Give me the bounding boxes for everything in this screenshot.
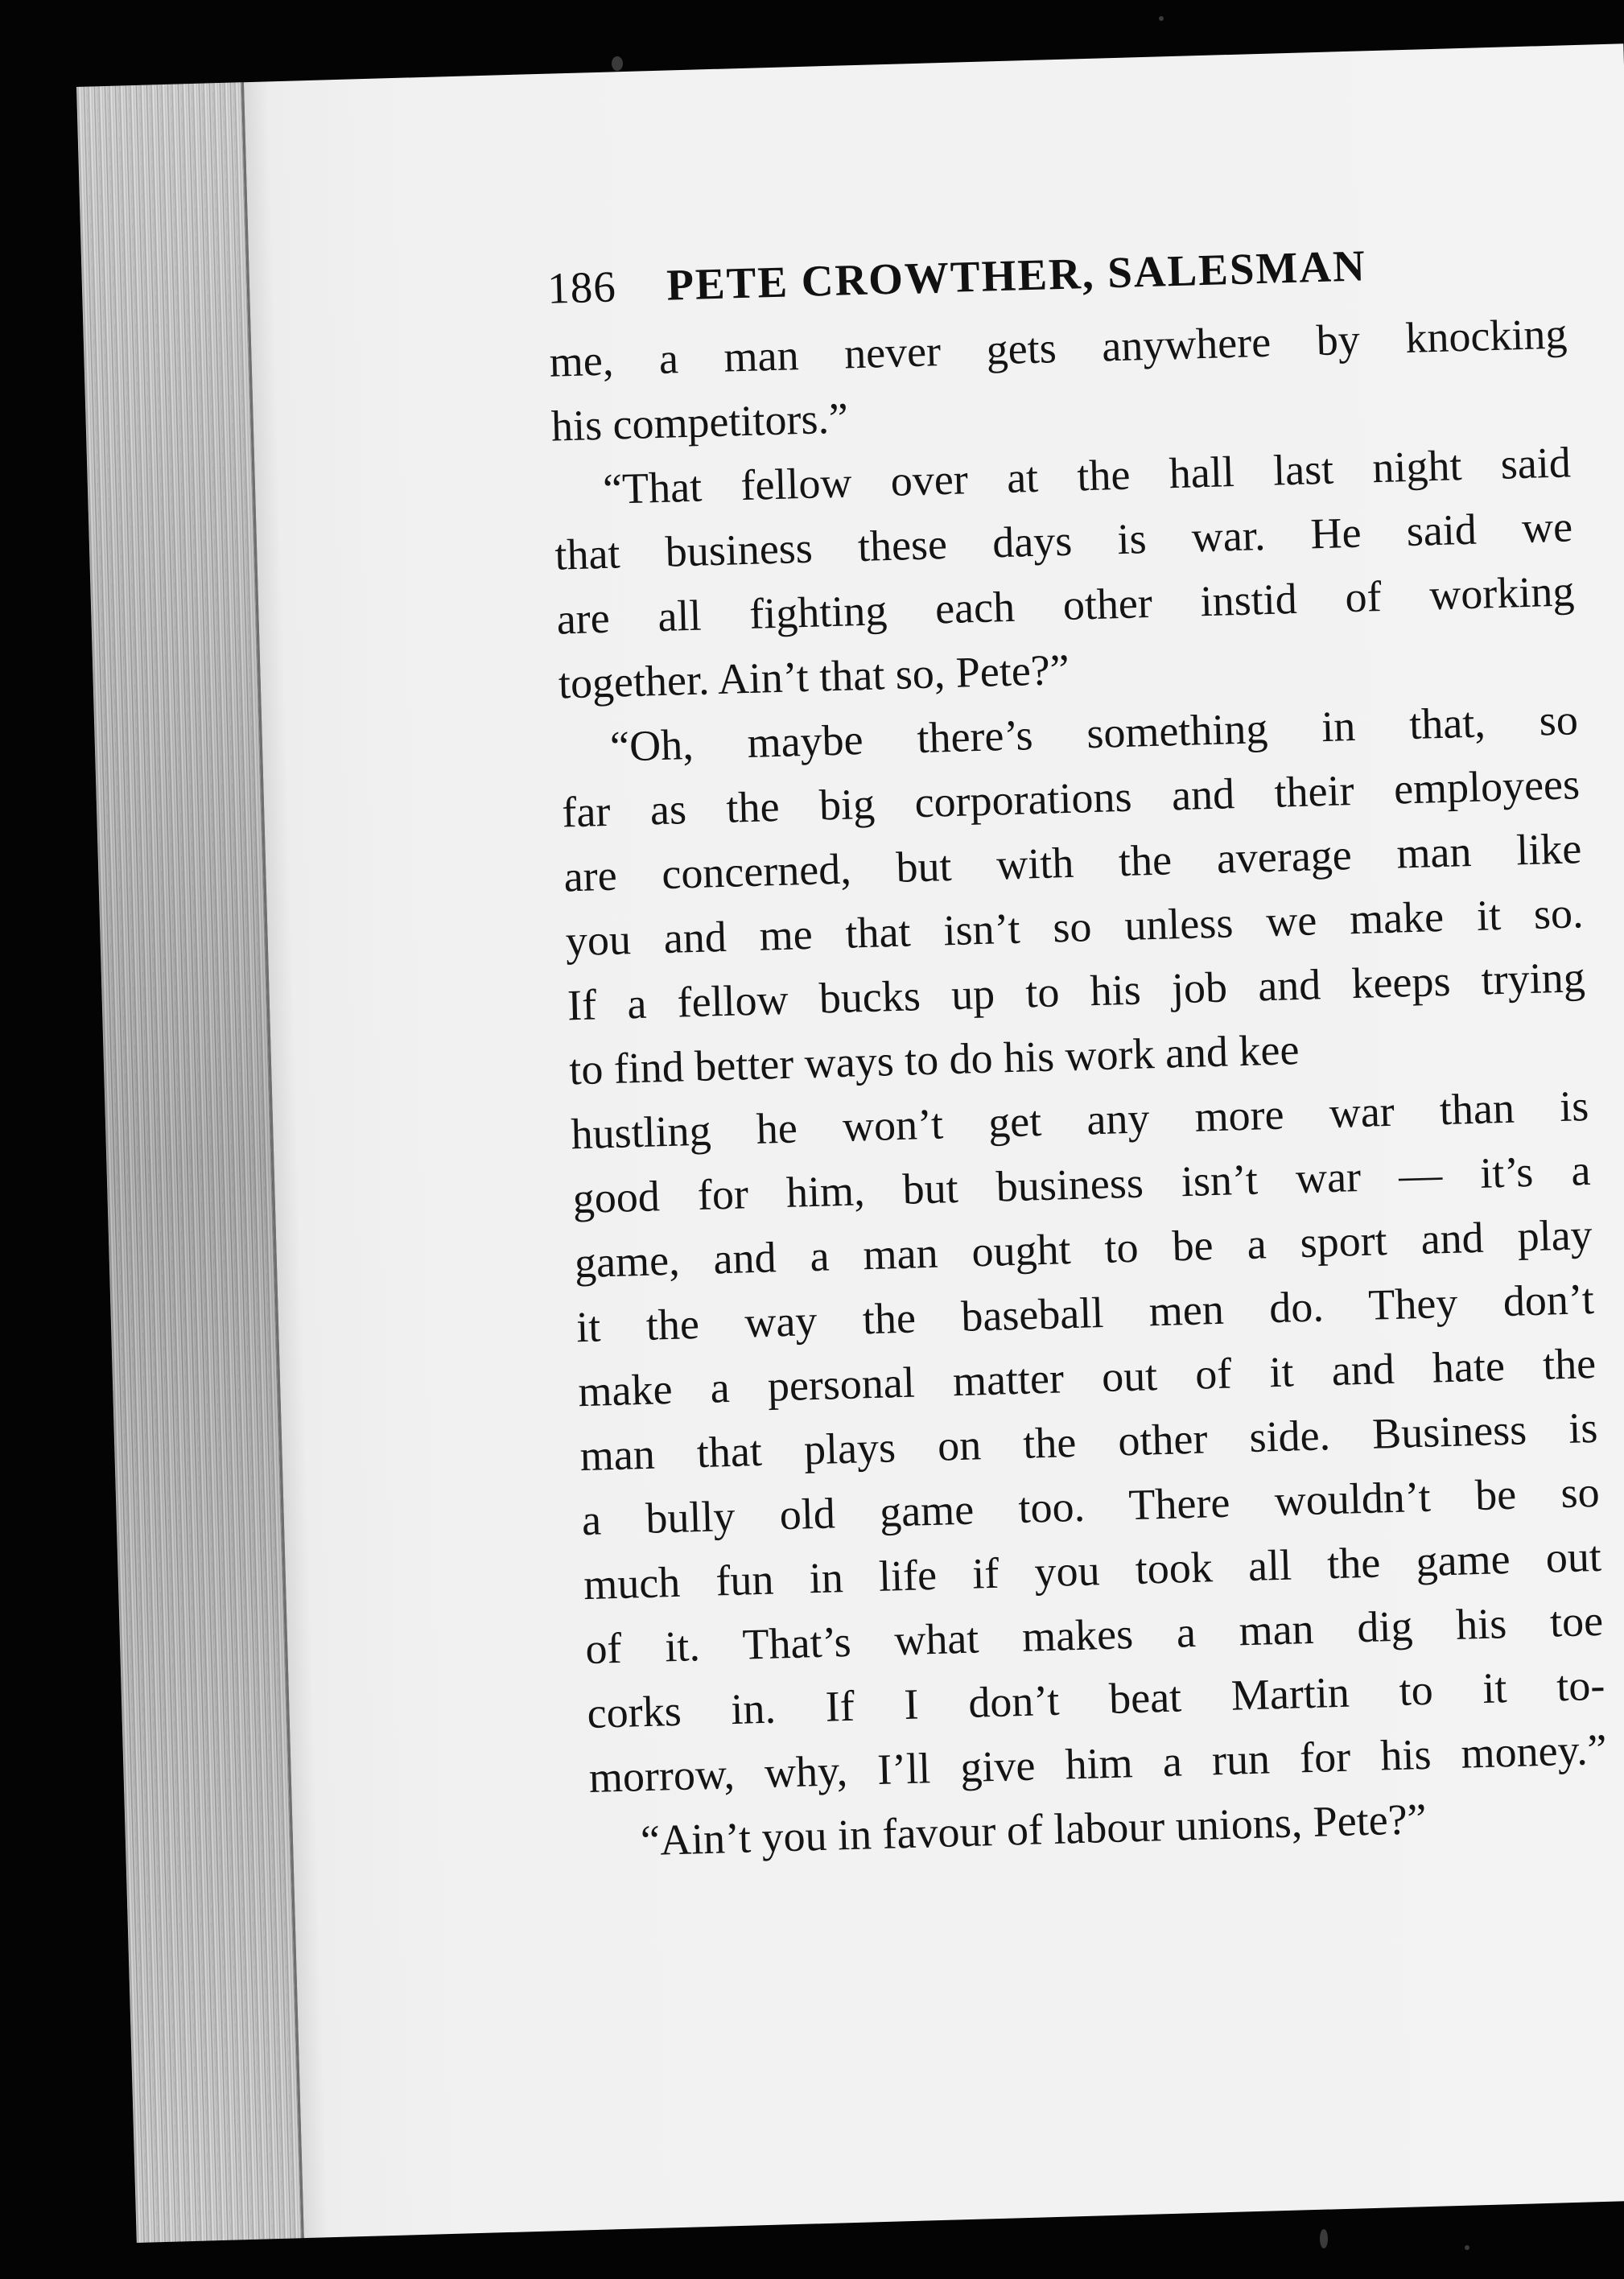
text-line: of it. That’s what makes a man dig his toe bbox=[584, 1596, 1604, 1674]
text-line: man that plays on the other side. Business is bbox=[579, 1403, 1599, 1481]
text-line: it the way the baseball men do. They don’t bbox=[575, 1274, 1595, 1352]
page-number: 186 bbox=[546, 262, 617, 313]
text-line: “Ain’t you in favour of labour unions, Pete?” bbox=[640, 1795, 1428, 1865]
text-line: are concerned, but with the average man like bbox=[563, 824, 1582, 901]
text-line: hustling he won’t get any more war than is bbox=[570, 1082, 1589, 1159]
book-page bbox=[244, 43, 1624, 2238]
text-line: you and me that isn’t so unless we make it so. bbox=[565, 888, 1585, 966]
text-line: his competitors.” bbox=[550, 394, 849, 451]
running-title: PETE CROWTHER, SALESMAN bbox=[666, 241, 1367, 310]
text-line: far as the big corporations and their employees bbox=[561, 760, 1581, 837]
text-line: game, and a man ought to be a sport and play bbox=[574, 1210, 1593, 1288]
text-line: a bully old game too. There wouldn’t be so bbox=[581, 1467, 1601, 1545]
text-line: me, a man never gets anywhere by knocking bbox=[548, 309, 1568, 386]
text-line: “Oh, maybe there’s something in that, so bbox=[609, 695, 1579, 771]
dust-speck bbox=[1465, 2245, 1469, 2250]
dust-speck bbox=[1320, 2229, 1328, 2248]
text-line: that business these days is war. He said we bbox=[554, 502, 1573, 579]
dust-speck bbox=[612, 56, 623, 71]
book-page-spread bbox=[76, 43, 1624, 2243]
text-line: corks in. If I don’t beat Martin to it to- bbox=[586, 1660, 1606, 1738]
text-line: are all fighting each other instid of working bbox=[555, 567, 1576, 644]
text-line: make a personal matter out of it and hate the bbox=[577, 1338, 1597, 1416]
text-line: “That fellow over at the hall last night said bbox=[602, 438, 1572, 513]
text-line: good for him, but business isn’t war — it’s a bbox=[571, 1146, 1592, 1223]
text-line: together. Ain’t that so, Pete?” bbox=[558, 645, 1070, 708]
dust-speck bbox=[1159, 16, 1164, 21]
text-line: much fun in life if you took all the game out bbox=[583, 1531, 1602, 1609]
text-line: to find better ways to do his work and kee bbox=[568, 1025, 1300, 1094]
page-header bbox=[546, 229, 1624, 314]
text-line: If a fellow bucks up to his job and keeps trying bbox=[567, 953, 1586, 1030]
body-text bbox=[549, 301, 1610, 1874]
text-line: morrow, why, I’ll give him a run for his money.” bbox=[588, 1725, 1608, 1803]
